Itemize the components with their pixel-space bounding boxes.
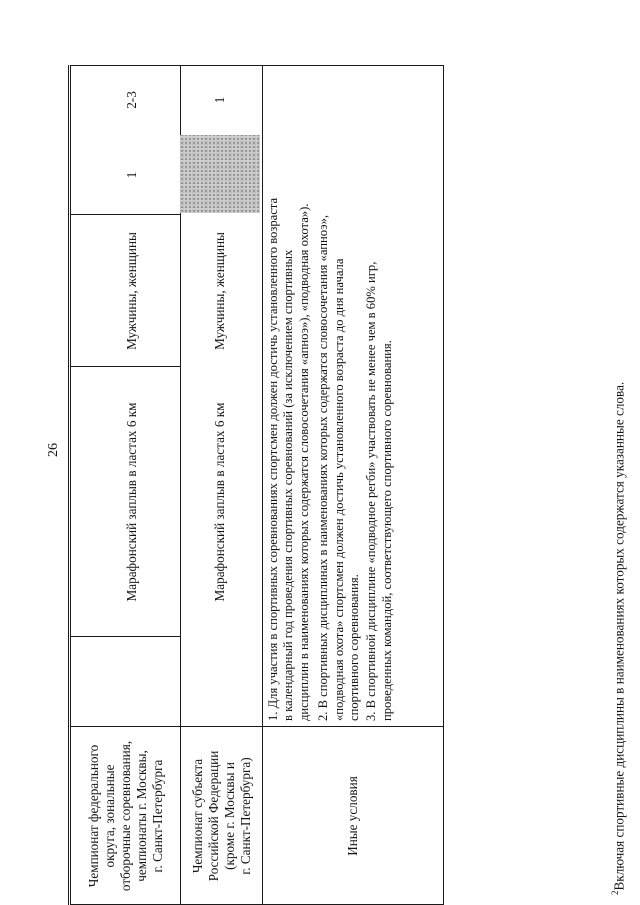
condition-item xyxy=(316,71,362,721)
table-row-divider xyxy=(262,65,263,905)
event-line: (кроме г. Москвы и xyxy=(222,762,237,870)
condition-item xyxy=(266,71,312,721)
table-row-1-discipline: Марафонский заплыв в ластах 6 км xyxy=(124,402,139,602)
event-line: г. Санкт-Петербурга xyxy=(150,759,165,873)
table-row-2-event xyxy=(184,727,260,905)
table-row-2-count-redacted xyxy=(180,135,260,213)
table-top-double-border xyxy=(68,65,71,905)
condition-line: 3. В спортивной дисциплине «подводное регби» участвовать не менее чем в 60% игр, xyxy=(364,261,379,721)
table-row-1-event xyxy=(74,727,178,905)
event-line: округа, зональные xyxy=(102,764,117,868)
other-conditions-text xyxy=(264,65,442,727)
condition-line: дисциплин в наименованиях которых содержатся словосочетания «апноэ»), «подводная охота»). xyxy=(296,203,311,721)
table-row-2-place: 1 xyxy=(212,96,227,104)
condition-line: 1. Для участия в спортивных соревнованиях спортсмен должен достичь установленного возраста xyxy=(266,197,280,721)
event-line: отборочные соревнования, xyxy=(118,740,133,892)
event-line: г. Санкт-Петербурга) xyxy=(238,757,253,875)
table-row-1-place: 2-3 xyxy=(124,91,139,109)
condition-line: 2. В спортивных дисциплинах в наименованиях которых содержатся словосочетания «апноэ», xyxy=(316,214,331,721)
event-line: чемпионаты г. Москвы, xyxy=(134,750,149,882)
footnote-marker: 2 xyxy=(610,890,620,895)
condition-line: спортивного соревнования. xyxy=(347,574,362,721)
condition-line: в календарный год проведения спортивных соревнований (за исключением спортивных xyxy=(281,249,296,721)
event-line: Чемпионат федерального xyxy=(86,744,101,888)
table-row-2-discipline: Марафонский заплыв в ластах 6 км xyxy=(212,402,227,602)
footnote xyxy=(610,382,627,895)
event-line: Российской Федерации xyxy=(206,750,221,882)
condition-item xyxy=(364,71,395,721)
other-conditions-label: Иные условия xyxy=(345,776,360,856)
footnote-text: Включая спортивные дисциплины в наименованиях которых содержатся указанные слова. xyxy=(611,381,627,891)
condition-line: проведенных командой, соответствующего спортивного соревнования. xyxy=(379,340,394,721)
table-row-2-participants: Мужчины, женщины xyxy=(212,232,227,350)
table-row-1-participants: Мужчины, женщины xyxy=(124,232,139,350)
condition-line: «подводная охота» спортсмен должен достичь установленного возраста до дня начала xyxy=(331,258,346,721)
page-number: 26 xyxy=(46,443,61,457)
table-row-1-count: 1 xyxy=(124,171,139,179)
event-line: Чемпионат субъекта xyxy=(190,758,205,874)
